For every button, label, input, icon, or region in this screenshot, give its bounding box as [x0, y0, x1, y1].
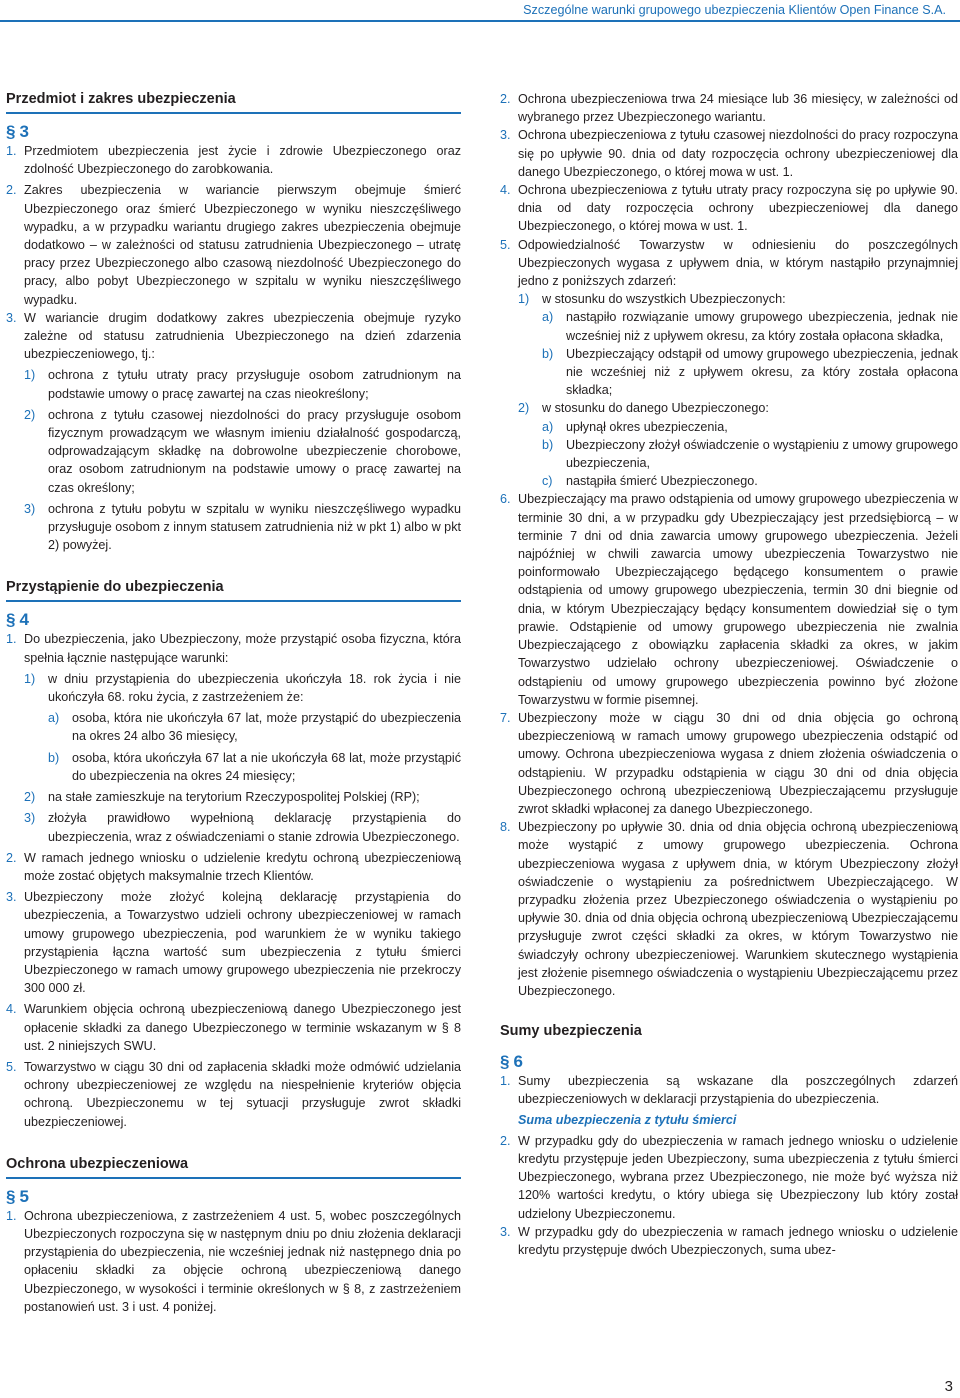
section-title: Ochrona ubezpieczeniowa: [6, 1155, 461, 1179]
item-text: W przypadku gdy do ubezpieczenia w ramach jednego wniosku o udzielenie kredytu przystępuje dwóch Ubezpieczonych, suma ubez-: [518, 1224, 958, 1257]
item-text: W wariancie drugim dodatkowy zakres ubezpieczenia obejmuje ryzyko zależne od statusu zatrudnienia Ubezpieczonego na dzień zdarzenia ubezpieczeniowego, tj.:: [24, 310, 461, 362]
page-number: 3: [944, 1377, 953, 1395]
item-number: 1.: [6, 144, 17, 158]
section-title: Przedmiot i zakres ubezpieczenia: [6, 90, 461, 114]
item-number: 1.: [6, 1208, 17, 1223]
item-text: W przypadku gdy do ubezpieczenia w ramach jednego wniosku o udzielenie kredytu przystępuje jeden Ubezpieczony, suma ubezpieczenia z tytułu śmierci Ubezpieczonego, wybrana przez Ubezpieczonego, nie może być wyższa niż 120% wartości kredytu, o który ubiega się Ubezpieczony lub który został udzielony Ubezpieczonemu.: [518, 1133, 958, 1221]
sub-item: [6, 500, 461, 555]
section-sign-icon: §: [6, 122, 16, 141]
list-item: [500, 1132, 958, 1223]
list-item: [6, 142, 461, 178]
subsub-item: [500, 345, 958, 400]
subsub-letter: a): [542, 310, 554, 325]
paragraph-number: 5: [19, 1186, 29, 1206]
section-sign-icon: §: [500, 1052, 510, 1072]
item-number: 8.: [500, 820, 511, 835]
header-title: Szczególne warunki grupowego ubezpieczenia Klientów Open Finance S.A.: [523, 3, 946, 17]
paragraph-number: 4: [19, 610, 29, 630]
sub-number: 1): [24, 671, 36, 686]
paragraph-mark: [6, 610, 461, 630]
subsub-letter: b): [542, 437, 554, 452]
item-number: 4.: [500, 183, 511, 198]
item-text: Ochrona ubezpieczeniowa z tytułu czasowej niezdolności do pracy rozpoczyna się po upływie 90. dnia od daty rozpoczęcia ochrony ubezpieczeniowej dla danego Ubezpieczonego, o której mowa w ust. 1.: [518, 128, 958, 179]
sub-number: 1): [24, 368, 36, 383]
paragraph-mark: [6, 1187, 461, 1207]
item-number: 2.: [6, 183, 17, 198]
item-number: 3.: [6, 890, 17, 905]
sub-text: w dniu przystąpienia do ubezpieczenia ukończyła 18. rok życia i nie ukończyła 68. roku życia, z zastrzeżeniem że:: [48, 671, 461, 705]
item-text: Ochrona ubezpieczeniowa, z zastrzeżeniem 4 ust. 5, wobec poszczególnych Ubezpieczonych rozpoczyna się w następnym dniu po dniu złożenia deklaracji przystąpienia do ubezpieczenia, nie wcześniej jednak niż następnego dnia po opłaceniu składki za objęcie ochroną ubezpieczeniową danego Ubezpieczonego, w wysokości i terminie określonych w § 8, z zastrzeżeniem postanowień ust. 3 i ust. 4 poniżej.: [24, 1208, 461, 1314]
item-text: Ochrona ubezpieczeniowa z tytułu utraty pracy rozpoczyna się po upływie 90. dnia od daty rozpoczęcia ochrony ubezpieczeniowej dla danego Ubezpieczonego, o której mowa w ust. 1.: [518, 183, 958, 234]
subsub-letter: b): [48, 750, 60, 765]
subsub-letter: c): [542, 474, 553, 489]
list-item: [6, 888, 461, 997]
item-number: 4.: [6, 1002, 17, 1017]
item-text: Ubezpieczony może w ciągu 30 dni od dnia objęcia go ochroną ubezpieczeniową w ramach umowy grupowego ubezpieczenia odstąpić od umowy. Ochrona ubezpieczeniowa wygasa z dniem złożenia oświadczenia o odstąpieniu. W przypadku odstąpienia w ciągu 30 dni od dnia objęcia Ubezpieczonego ochroną ubezpieczeniową Ubezpieczającemu przysługuje zwrot składki wpłaconej za danego Ubezpieczonego.: [518, 710, 958, 816]
paragraph-mark: [6, 122, 461, 142]
sub-number: 2): [24, 790, 36, 805]
sub-number: 3): [24, 501, 36, 516]
subsub-text: nastąpiło rozwiązanie umowy grupowego ubezpieczenia, jednak nie wcześniej niż z upływem okresu, za który została opłacona składka,: [566, 310, 958, 343]
sub-text: ochrona z tytułu utraty pracy przysługuje osobom zatrudnionym na podstawie umowy o pracę zawartej na czas nieokreślony;: [48, 368, 461, 401]
item-text: Ubezpieczający ma prawo odstąpienia od umowy grupowego ubezpieczenia w terminie 30 dni, a w przypadku gdy Ubezpieczający jest przedsiębiorcą – w terminie 7 dni od dnia zawarcia umowy grupowego ubezpieczenia. Jeżeli najpóźniej w chwili zawarcia umowy ubezpieczenia Towarzystwo nie poinformowało Ubezpieczającego będącego konsumentem o prawie odstąpienia od umowy grupowego ubezpieczenia, termin 30 dni biegnie od dnia, w którym Ubezpieczający będący konsumentem dowiedział się o tym prawie. Odstąpienie od umowy grupowego ubezpieczenia nie zwalnia Ubezpieczającego z obowiązku zapłacenia składki za okres, w jakim Towarzystwo udzielało ochrony ubezpieczeniowej. Oświadczenie o odstąpieniu od umowy grupowego ubezpieczenia powinno być złożone Towarzystwu w formie pisemnej.: [518, 492, 958, 707]
list-item: [6, 630, 461, 666]
paragraph-number: 6: [513, 1052, 523, 1072]
item-text: Towarzystwo w ciągu 30 dni od zapłacenia składki może odmówić udzielania ochrony ubezpieczeniowej ze względu na niespełnienie kryteriów objęcia ochroną. Ubezpieczonemu w tej sytuacji przysługuje zwrot składki ubezpieczeniowej.: [24, 1059, 461, 1129]
item-number: 1.: [500, 1074, 511, 1089]
sub-number: 1): [518, 292, 530, 307]
item-number: 2.: [6, 850, 17, 865]
list-item: [6, 1058, 461, 1131]
list-item: [500, 1223, 958, 1259]
list-item: [500, 181, 958, 236]
list-item: [6, 181, 461, 308]
list-item: [500, 126, 958, 181]
sub-number: 2): [24, 407, 36, 422]
sub-item: [6, 809, 461, 845]
list-item: [6, 309, 461, 364]
item-number: 5.: [500, 237, 511, 252]
section-title: Sumy ubezpieczenia: [500, 1023, 642, 1040]
list-item: [6, 1000, 461, 1055]
paragraph-mark: [500, 1052, 958, 1072]
subsub-text: Ubezpieczony złożył oświadczenie o wystąpieniu z umowy grupowego ubezpieczenia,: [566, 437, 959, 471]
item-number: 2.: [500, 92, 511, 106]
sub-item: [6, 406, 461, 497]
subsub-letter: a): [542, 419, 554, 434]
list-item: [500, 490, 958, 708]
subsub-item: [6, 709, 461, 745]
list-item: [6, 1207, 461, 1316]
list-item: [500, 709, 958, 818]
item-text: Ubezpieczony może złożyć kolejną deklarację przystąpienia do ubezpieczenia, a Towarzystwo udzieli ochrony ubezpieczeniowej w ramach umowy grupowego ubezpieczenia, pod warunkiem że w wyniku takiego przystąpienia łączna wartość sum ubezpieczenia z tytułu śmierci Ubezpieczonego w ramach umowy grupowego ubezpieczenia nie przekroczy 300 000 zł.: [24, 890, 461, 996]
subsub-item: [500, 436, 958, 472]
subsub-letter: a): [48, 711, 60, 726]
item-number: 2.: [500, 1133, 511, 1148]
subsub-letter: b): [542, 346, 554, 361]
item-text: Warunkiem objęcia ochroną ubezpieczeniową danego Ubezpieczonego jest opłacenie składki za danego Ubezpieczonego w terminie wskazanym w § 8 ust. 2 niniejszych SWU.: [24, 1002, 461, 1053]
item-text: W ramach jednego wniosku o udzielenie kredytu ochroną ubezpieczeniową może zostać objętych maksymalnie trzech Klientów.: [24, 850, 461, 883]
sub-text: na stałe zamieszkuje na terytorium Rzeczypospolitej Polskiej (RP);: [48, 790, 420, 805]
list-item: [500, 236, 958, 291]
subsection-heading: Suma ubezpieczenia z tytułu śmierci: [518, 1112, 737, 1127]
sub-text: w stosunku do wszystkich Ubezpieczonych:: [542, 292, 786, 307]
sub-text: ochrona z tytułu pobytu w szpitalu w wyniku nieszczęśliwego wypadku przysługuje osobom z innym statusem zatrudnienia niż w pkt 1) albo w pkt 2) powyżej.: [48, 501, 461, 553]
subsub-item: [500, 308, 958, 344]
sub-text: złożyła prawidłowo wypełnioną deklarację przystąpienia do ubezpieczenia, wraz z oświadczeniami o stanie zdrowia Ubezpieczonego.: [48, 811, 461, 844]
page-header: [0, 0, 960, 18]
item-number: 5.: [6, 1059, 17, 1074]
subsub-text: osoba, która ukończyła 67 lat a nie ukończyła 68 lat, może przystąpić do ubezpieczenia na okres 24 miesięcy;: [72, 750, 461, 783]
header-rule: [0, 20, 960, 22]
sub-item: [500, 290, 958, 308]
item-text: Ochrona ubezpieczeniowa trwa 24 miesiące lub 36 miesięcy, w zależności od wybranego przez Ubezpieczonego wariantu.: [518, 92, 958, 125]
sub-text: w stosunku do danego Ubezpieczonego:: [542, 401, 769, 416]
list-item: [500, 1072, 958, 1108]
sub-item: [6, 788, 461, 806]
item-number: 1.: [6, 632, 17, 647]
item-text: Sumy ubezpieczenia są wskazane dla poszczególnych zdarzeń ubezpieczeniowych w deklaracji przystąpienia do ubezpieczenia.: [518, 1074, 958, 1107]
list-item: [500, 90, 958, 126]
item-text: Do ubezpieczenia, jako Ubezpieczony, może przystąpić osoba fizyczna, która spełnia łącznie następujące warunki:: [24, 632, 461, 665]
section-sign-icon: §: [6, 1186, 16, 1206]
subsub-text: upłynął okres ubezpieczenia,: [566, 419, 728, 434]
subsub-text: nastąpiła śmierć Ubezpieczonego.: [566, 474, 758, 489]
sub-item: [6, 670, 461, 706]
item-text: Przedmiotem ubezpieczenia jest życie i zdrowie Ubezpieczonego oraz zdolność Ubezpieczonego do zarobkowania.: [24, 144, 461, 177]
section-sign-icon: §: [6, 610, 16, 630]
right-column: [500, 90, 958, 1259]
subsub-item: [500, 418, 958, 436]
item-number: 7.: [500, 710, 511, 725]
item-number: 3.: [500, 128, 511, 143]
sub-item: [500, 399, 958, 417]
item-text: Odpowiedzialność Towarzystw w odniesieniu do poszczególnych Ubezpieczonych wygasa z upływem dnia, w którym nastąpiło przynajmniej jedno z poniższych zdarzeń:: [518, 237, 958, 289]
sub-text: ochrona z tytułu czasowej niezdolności do pracy przysługuje osobom fizycznym prowadzącym we własnym imieniu działalność gospodarczą, odprowadzającym składkę na dobrowolne ubezpieczenie chorobowe, oraz osobom zatrudnionym na podstawie umowy o pracę zawartej na czas określony;: [48, 407, 461, 495]
paragraph-number: 3: [19, 122, 29, 141]
item-number: 6.: [500, 492, 511, 507]
list-item: [6, 849, 461, 885]
item-number: 3.: [500, 1224, 511, 1239]
left-column: [6, 90, 461, 1316]
item-text: Ubezpieczony po upływie 30. dnia od dnia objęcia ochroną ubezpieczeniową może wystąpić z umowy grupowego ubezpieczenia. Ochrona ubezpieczeniowa wygasa z upływem dnia, w którym Ubezpieczony złożył oświadczenie o wystąpieniu za pośrednictwem Ubezpieczającego. W przypadku złożenia przez Ubezpieczonego oświadczenia o wystąpieniu po upływie 30. dnia od dnia objęcia ochroną ubezpieczeniową Ubezpieczającemu przysługuje zwrot części składki za okres, w którym Towarzystwo nie świadczyły ochrony ubezpieczeniowej. Warunkiem skutecznego wystąpienia jest złożenie pisemnego oświadczenia o wystąpieniu Ubezpieczającemu przez Ubezpieczonego.: [518, 820, 958, 998]
sub-item: [6, 366, 461, 402]
subsub-item: [500, 472, 958, 490]
sub-number: 3): [24, 811, 36, 826]
sub-number: 2): [518, 401, 530, 416]
section-title: Przystąpienie do ubezpieczenia: [6, 578, 461, 602]
item-number: 3.: [6, 310, 17, 325]
subsub-text: Ubezpieczający odstąpił od umowy grupowego ubezpieczenia, jednak nie wcześniej niż z upływem okresu, za który została opłacona składka;: [566, 346, 958, 398]
item-text: Zakres ubezpieczenia w wariancie pierwszym obejmuje śmierć Ubezpieczonego oraz śmierć Ubezpieczonego w wyniku nieszczęśliwego wypadku, a w przypadku wariantu drugiego zakres ubezpieczenia obejmuje dodatkowo – w zależności od statusu zatrudnienia Ubezpieczonego – utratę pracy przez Ubezpieczonego albo czasową niezdolność Ubezpieczonego do pracy, albo pobyt Ubezpieczonego w szpitalu w wyniku nieszczęśliwego wypadku.: [24, 183, 461, 307]
list-item: [500, 818, 958, 1000]
subsub-text: osoba, która nie ukończyła 67 lat, może przystąpić do ubezpieczenia na okres 24 albo 36 miesięcy,: [72, 711, 461, 744]
subsub-item: [6, 749, 461, 785]
